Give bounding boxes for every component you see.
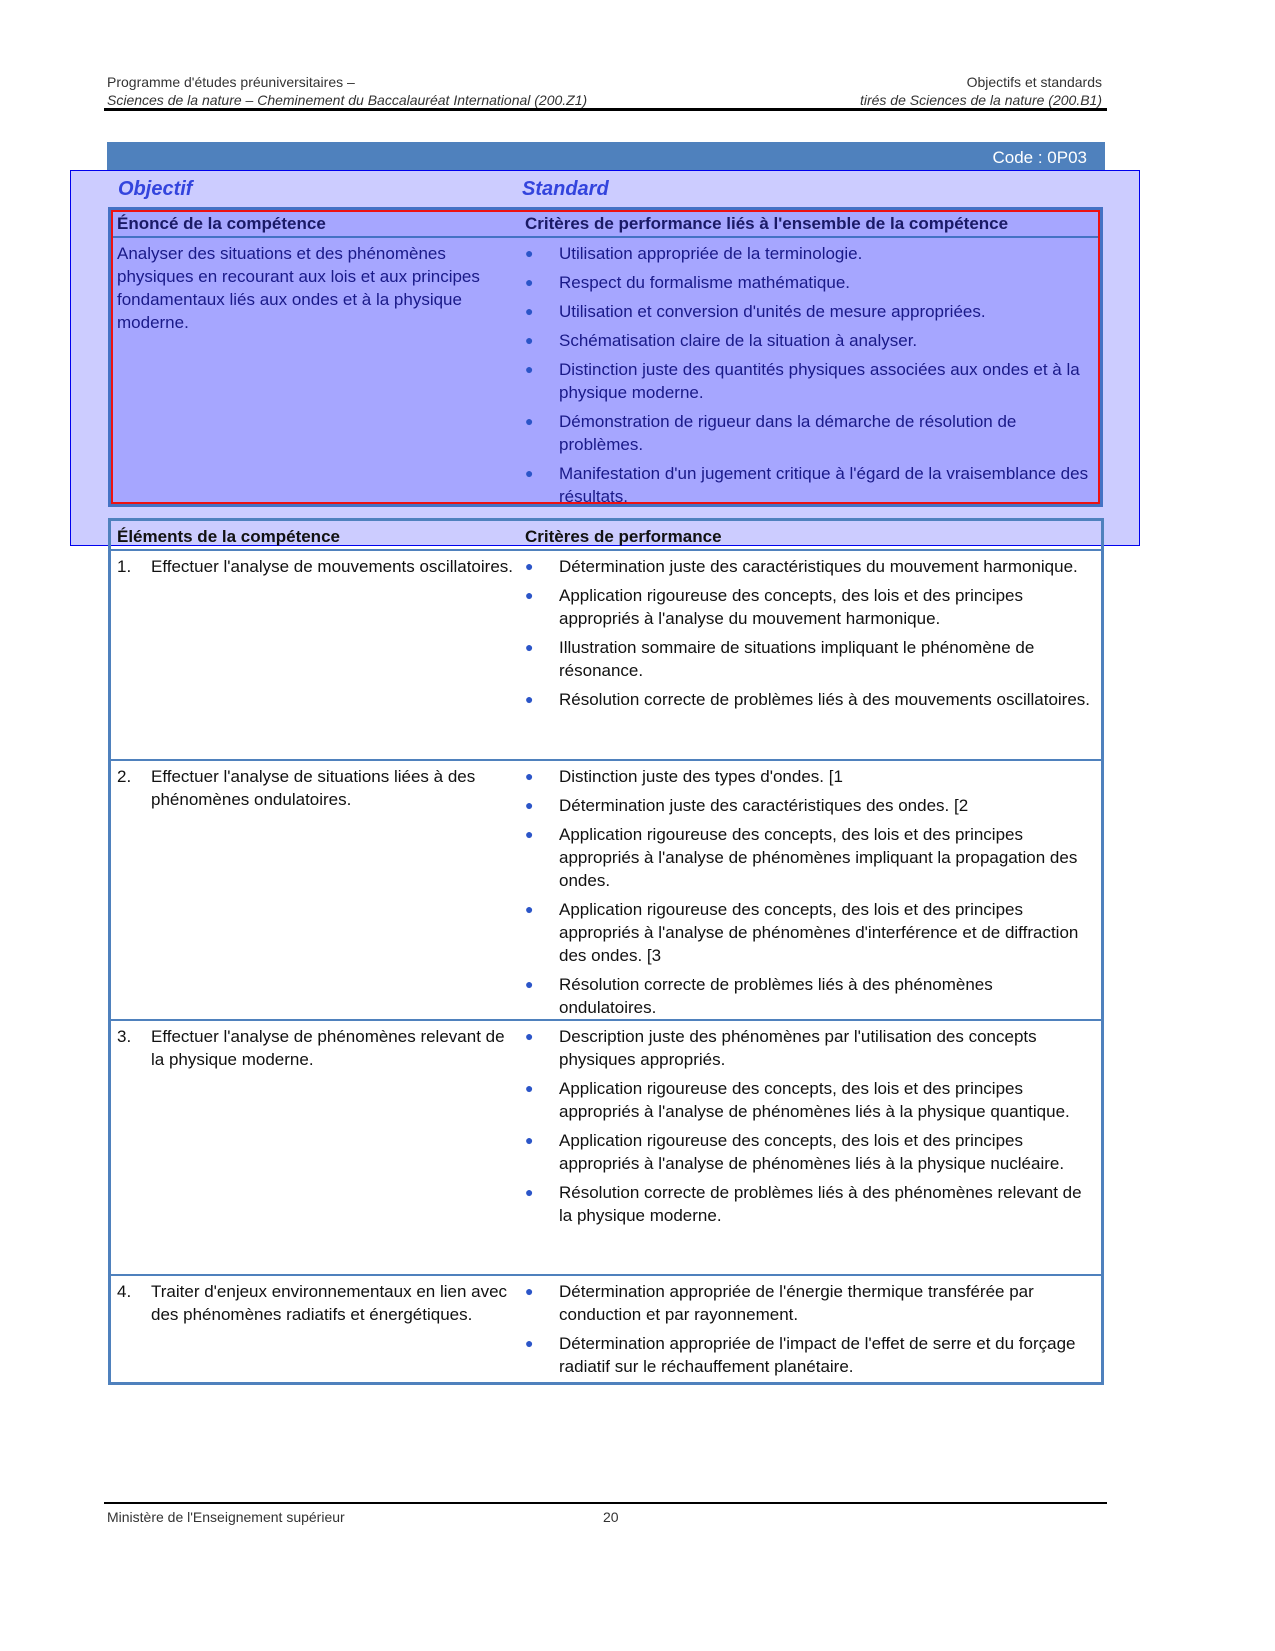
criterion-text: Schématisation claire de la situation à analyser. [559, 331, 918, 350]
element-row [111, 1276, 1101, 1384]
competence-statement: Analyser des situations et des phénomènes physiques en recourant aux lois et aux principes fondamentaux liés aux ondes et à la physique moderne. [117, 244, 480, 332]
criterion-text: Application rigoureuse des concepts, des lois et des principes appropriés à l'analyse de phénomènes liés à la physique quantique. [559, 1079, 1070, 1121]
criterion-item [525, 242, 1090, 265]
criterion-item [525, 1025, 1091, 1071]
header-program-name: Sciences de la nature – Cheminement du Baccalauréat International (200.Z1) [107, 92, 588, 108]
elements-table [108, 518, 1104, 1385]
header-section: Objectifs et standards [966, 74, 1102, 90]
bullet-icon: ● [525, 1080, 534, 1096]
footer-ministry: Ministère de l'Enseignement supérieur [107, 1509, 345, 1525]
element-cell [111, 1021, 521, 1274]
element-cell [111, 551, 521, 759]
element-text: Effectuer l'analyse de phénomènes relevant de la physique moderne. [151, 1027, 505, 1069]
element-criteria [521, 1276, 1101, 1384]
criterion-item [525, 688, 1091, 711]
bullet-icon: ● [525, 1335, 534, 1351]
bullet-icon: ● [525, 332, 534, 348]
criterion-text: Démonstration de rigueur dans la démarche de résolution de problèmes. [559, 412, 1017, 454]
element-text: Effectuer l'analyse de situations liées à des phénomènes ondulatoires. [151, 767, 476, 809]
bullet-icon: ● [525, 413, 534, 429]
criterion-item [525, 1332, 1091, 1378]
element-item [117, 555, 521, 578]
criterion-item [525, 555, 1091, 578]
criterion-text: Résolution correcte de problèmes liés à des phénomènes ondulatoires. [559, 975, 993, 1017]
footer-divider [104, 1502, 1107, 1504]
header-program: Programme d'études préuniversitaires – [107, 74, 355, 90]
competence-criteria-list [521, 238, 1100, 514]
criterion-text: Utilisation appropriée de la terminologie. [559, 244, 863, 263]
code-band [107, 142, 1105, 170]
element-number: 3. [117, 1027, 132, 1046]
element-number: 4. [117, 1282, 132, 1301]
criterion-item [525, 794, 1091, 817]
bullet-icon: ● [525, 1184, 534, 1200]
element-row [111, 761, 1101, 1021]
criterion-item [525, 765, 1091, 788]
criterion-text: Détermination appropriée de l'énergie thermique transférée par conduction et par rayonnement. [559, 1282, 1034, 1324]
criterion-item [525, 1129, 1091, 1175]
bullet-icon: ● [525, 1132, 534, 1148]
element-criteria [521, 551, 1101, 759]
criterion-text: Description juste des phénomènes par l'utilisation des concepts physiques appropriés. [559, 1027, 1037, 1069]
element-text: Traiter d'enjeux environnementaux en lien avec des phénomènes radiatifs et énergétiques. [151, 1282, 508, 1324]
criterion-text: Illustration sommaire de situations impliquant le phénomène de résonance. [559, 638, 1035, 680]
criterion-text: Résolution correcte de problèmes liés à des phénomènes relevant de la physique moderne. [559, 1183, 1082, 1225]
criterion-text: Respect du formalisme mathématique. [559, 273, 851, 292]
bullet-icon: ● [525, 976, 534, 992]
element-cell [111, 761, 521, 1019]
element-number: 2. [117, 767, 132, 786]
bullet-icon: ● [525, 691, 534, 707]
criterion-item [525, 1077, 1091, 1123]
bullet-icon: ● [525, 587, 534, 603]
criterion-item [525, 973, 1091, 1019]
criterion-text: Application rigoureuse des concepts, des lois et des principes appropriés à l'analyse du mouvement harmonique. [559, 586, 1023, 628]
competence-criteria-header: Critères de performance liés à l'ensemble de la compétence [525, 214, 1009, 233]
criterion-item [525, 358, 1090, 404]
criterion-text: Détermination appropriée de l'impact de l'effet de serre et du forçage radiatif sur le réchauffement planétaire. [559, 1334, 1076, 1376]
bullet-icon: ● [525, 1028, 534, 1044]
element-item [117, 1280, 521, 1326]
criterion-text: Détermination juste des caractéristiques des ondes. [2 [559, 796, 969, 815]
bullet-icon: ● [525, 1283, 534, 1299]
criterion-text: Distinction juste des types d'ondes. [1 [559, 767, 843, 786]
bullet-icon: ● [525, 303, 534, 319]
bullet-icon: ● [525, 901, 534, 917]
bullet-icon: ● [525, 245, 534, 261]
bullet-icon: ● [525, 639, 534, 655]
criterion-text: Utilisation et conversion d'unités de mesure appropriées. [559, 302, 986, 321]
criterion-item [525, 410, 1090, 456]
bullet-icon: ● [525, 826, 534, 842]
criterion-text: Résolution correcte de problèmes liés à des mouvements oscillatoires. [559, 690, 1091, 709]
bullet-icon: ● [525, 558, 534, 574]
elements-header-row [111, 521, 1101, 551]
criterion-item [525, 1280, 1091, 1326]
header-line-2 [107, 92, 1102, 108]
header-source: tirés de Sciences de la nature (200.B1) [859, 92, 1102, 108]
competence-header-row [111, 210, 1100, 238]
element-cell [111, 1276, 521, 1384]
criterion-item [525, 300, 1090, 323]
header-divider [104, 108, 1107, 111]
criterion-item [525, 584, 1091, 630]
criterion-item [525, 898, 1091, 967]
criterion-item [525, 636, 1091, 682]
criterion-text: Manifestation d'un jugement critique à l'égard de la vraisemblance des résultats. [559, 464, 1089, 506]
header-line-1 [107, 74, 1102, 90]
criterion-text: Application rigoureuse des concepts, des lois et des principes appropriés à l'analyse de phénomènes liés à la physique nucléaire. [559, 1131, 1065, 1173]
bullet-icon: ● [525, 797, 534, 813]
element-row [111, 551, 1101, 761]
element-criteria [521, 761, 1101, 1019]
bullet-icon: ● [525, 768, 534, 784]
criterion-item [525, 462, 1090, 508]
bullet-icon: ● [525, 361, 534, 377]
criterion-text: Détermination juste des caractéristiques du mouvement harmonique. [559, 557, 1078, 576]
element-number: 1. [117, 557, 132, 576]
criterion-item [525, 823, 1091, 892]
criterion-item [525, 271, 1090, 294]
criterion-text: Application rigoureuse des concepts, des lois et des principes appropriés à l'analyse de phénomènes d'interférence et de diffraction des ondes. [3 [559, 900, 1079, 965]
bullet-icon: ● [525, 465, 534, 481]
element-item [117, 1025, 521, 1071]
criteria-header: Critères de performance [525, 527, 722, 546]
element-row [111, 1021, 1101, 1276]
criterion-item [525, 329, 1090, 352]
elements-header: Éléments de la compétence [117, 527, 340, 546]
criterion-item [525, 1181, 1091, 1227]
criterion-text: Distinction juste des quantités physiques associées aux ondes et à la physique moderne. [559, 360, 1080, 402]
element-item [117, 765, 521, 811]
standard-heading: Standard [522, 178, 609, 200]
page-number: 20 [603, 1509, 619, 1525]
objectif-heading: Objectif [118, 178, 193, 200]
competence-table [108, 207, 1103, 507]
criterion-text: Application rigoureuse des concepts, des lois et des principes appropriés à l'analyse de phénomènes impliquant la propagation des ondes. [559, 825, 1078, 890]
element-criteria [521, 1021, 1101, 1274]
competence-body-row [111, 238, 1100, 514]
competence-code: Code : 0P03 [992, 148, 1087, 167]
bullet-icon: ● [525, 274, 534, 290]
competence-statement-header: Énoncé de la compétence [117, 214, 326, 233]
element-text: Effectuer l'analyse de mouvements oscillatoires. [151, 557, 513, 576]
